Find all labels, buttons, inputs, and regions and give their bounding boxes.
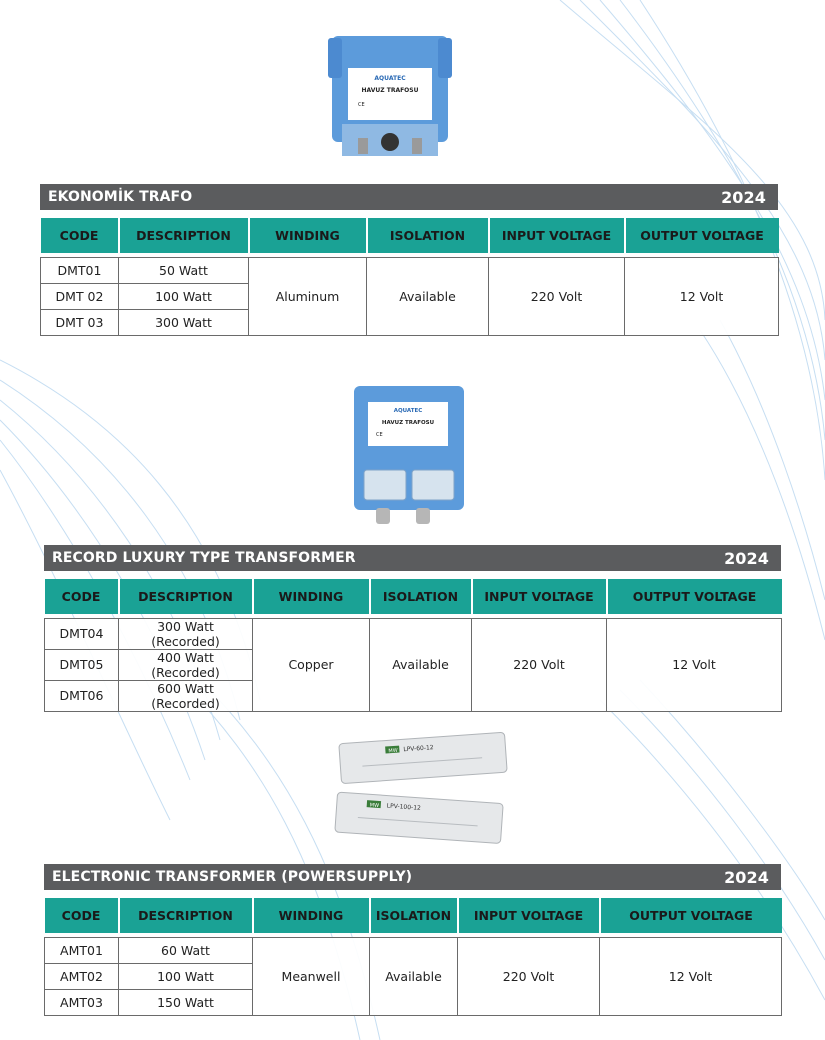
table-header-row xyxy=(41,218,779,253)
cell-input-voltage: 220 Volt xyxy=(458,937,600,1015)
cell-input-voltage: 220 Volt xyxy=(472,618,607,711)
section-year: 2024 xyxy=(724,867,769,887)
cell-isolation: Available xyxy=(367,257,489,335)
cell-code: AMT01 xyxy=(45,937,119,963)
header-isolation: ISOLATION xyxy=(370,579,472,614)
header-output-voltage: OUTPUT VOLTAGE xyxy=(607,579,782,614)
image-brand-text: MW xyxy=(369,802,380,809)
cell-description: 50 Watt xyxy=(119,257,249,283)
spec-table xyxy=(44,579,782,712)
header-code: CODE xyxy=(41,218,119,253)
image-brand-text: MW xyxy=(388,747,398,755)
cell-code: DMT06 xyxy=(45,680,119,711)
header-winding: WINDING xyxy=(249,218,367,253)
cell-code: DMT01 xyxy=(41,257,119,283)
cell-description: 60 Watt xyxy=(119,937,253,963)
pool-transformer-image xyxy=(328,28,452,162)
header-code: CODE xyxy=(45,579,119,614)
header-winding: WINDING xyxy=(253,898,370,933)
table-row xyxy=(41,257,779,283)
cell-winding: Copper xyxy=(253,618,370,711)
header-input-voltage: INPUT VOLTAGE xyxy=(472,579,607,614)
section-title-bar xyxy=(44,864,781,890)
cell-code: DMT 02 xyxy=(41,283,119,309)
image-label-text: HAVUZ TRAFOSU xyxy=(381,420,435,426)
cell-description: 400 Watt (Recorded) xyxy=(119,649,253,680)
header-output-voltage: OUTPUT VOLTAGE xyxy=(625,218,779,253)
section-title-bar xyxy=(40,184,778,210)
section-year: 2024 xyxy=(721,187,766,207)
power-supply-image xyxy=(332,728,514,848)
header-winding: WINDING xyxy=(253,579,370,614)
cell-output-voltage: 12 Volt xyxy=(600,937,782,1015)
cell-winding: Meanwell xyxy=(253,937,370,1015)
image-brand-text: AQUATEC xyxy=(393,408,423,414)
section-title: ELECTRONIC TRANSFORMER (POWERSUPPLY) xyxy=(52,869,413,885)
cell-input-voltage: 220 Volt xyxy=(489,257,625,335)
cell-code: DMT04 xyxy=(45,618,119,649)
image-model-text: LPV-60-12 xyxy=(403,744,434,754)
header-input-voltage: INPUT VOLTAGE xyxy=(458,898,600,933)
spec-table xyxy=(40,218,779,336)
cell-code: AMT03 xyxy=(45,989,119,1015)
image-brand-text: AQUATEC xyxy=(374,75,406,82)
cell-code: DMT05 xyxy=(45,649,119,680)
cell-code: DMT 03 xyxy=(41,309,119,335)
header-isolation: ISOLATION xyxy=(367,218,489,253)
table-row xyxy=(45,937,782,963)
cell-description: 300 Watt xyxy=(119,309,249,335)
section-title: EKONOMİK TRAFO xyxy=(48,189,193,205)
cell-output-voltage: 12 Volt xyxy=(625,257,779,335)
cell-description: 300 Watt (Recorded) xyxy=(119,618,253,649)
image-ce-mark: CE xyxy=(358,102,365,108)
cell-isolation: Available xyxy=(370,618,472,711)
cell-description: 100 Watt xyxy=(119,963,253,989)
header-description: DESCRIPTION xyxy=(119,218,249,253)
header-description: DESCRIPTION xyxy=(119,579,253,614)
luxury-transformer-image xyxy=(352,384,466,526)
cell-winding: Aluminum xyxy=(249,257,367,335)
image-ce-mark: CE xyxy=(376,432,383,438)
header-code: CODE xyxy=(45,898,119,933)
spec-table xyxy=(44,898,782,1016)
table-header-row xyxy=(45,579,782,614)
cell-description: 600 Watt (Recorded) xyxy=(119,680,253,711)
cell-isolation: Available xyxy=(370,937,458,1015)
table-row xyxy=(45,618,782,649)
cell-code: AMT02 xyxy=(45,963,119,989)
header-output-voltage: OUTPUT VOLTAGE xyxy=(600,898,782,933)
header-isolation: ISOLATION xyxy=(370,898,458,933)
section-title-bar xyxy=(44,545,781,571)
image-model-text: LPV-100-12 xyxy=(386,802,422,812)
cell-description: 100 Watt xyxy=(119,283,249,309)
table-header-row xyxy=(45,898,782,933)
header-description: DESCRIPTION xyxy=(119,898,253,933)
section-year: 2024 xyxy=(724,548,769,568)
cell-description: 150 Watt xyxy=(119,989,253,1015)
header-input-voltage: INPUT VOLTAGE xyxy=(489,218,625,253)
section-title: RECORD LUXURY TYPE TRANSFORMER xyxy=(52,550,356,566)
cell-output-voltage: 12 Volt xyxy=(607,618,782,711)
image-label-text: HAVUZ TRAFOSU xyxy=(361,87,419,94)
